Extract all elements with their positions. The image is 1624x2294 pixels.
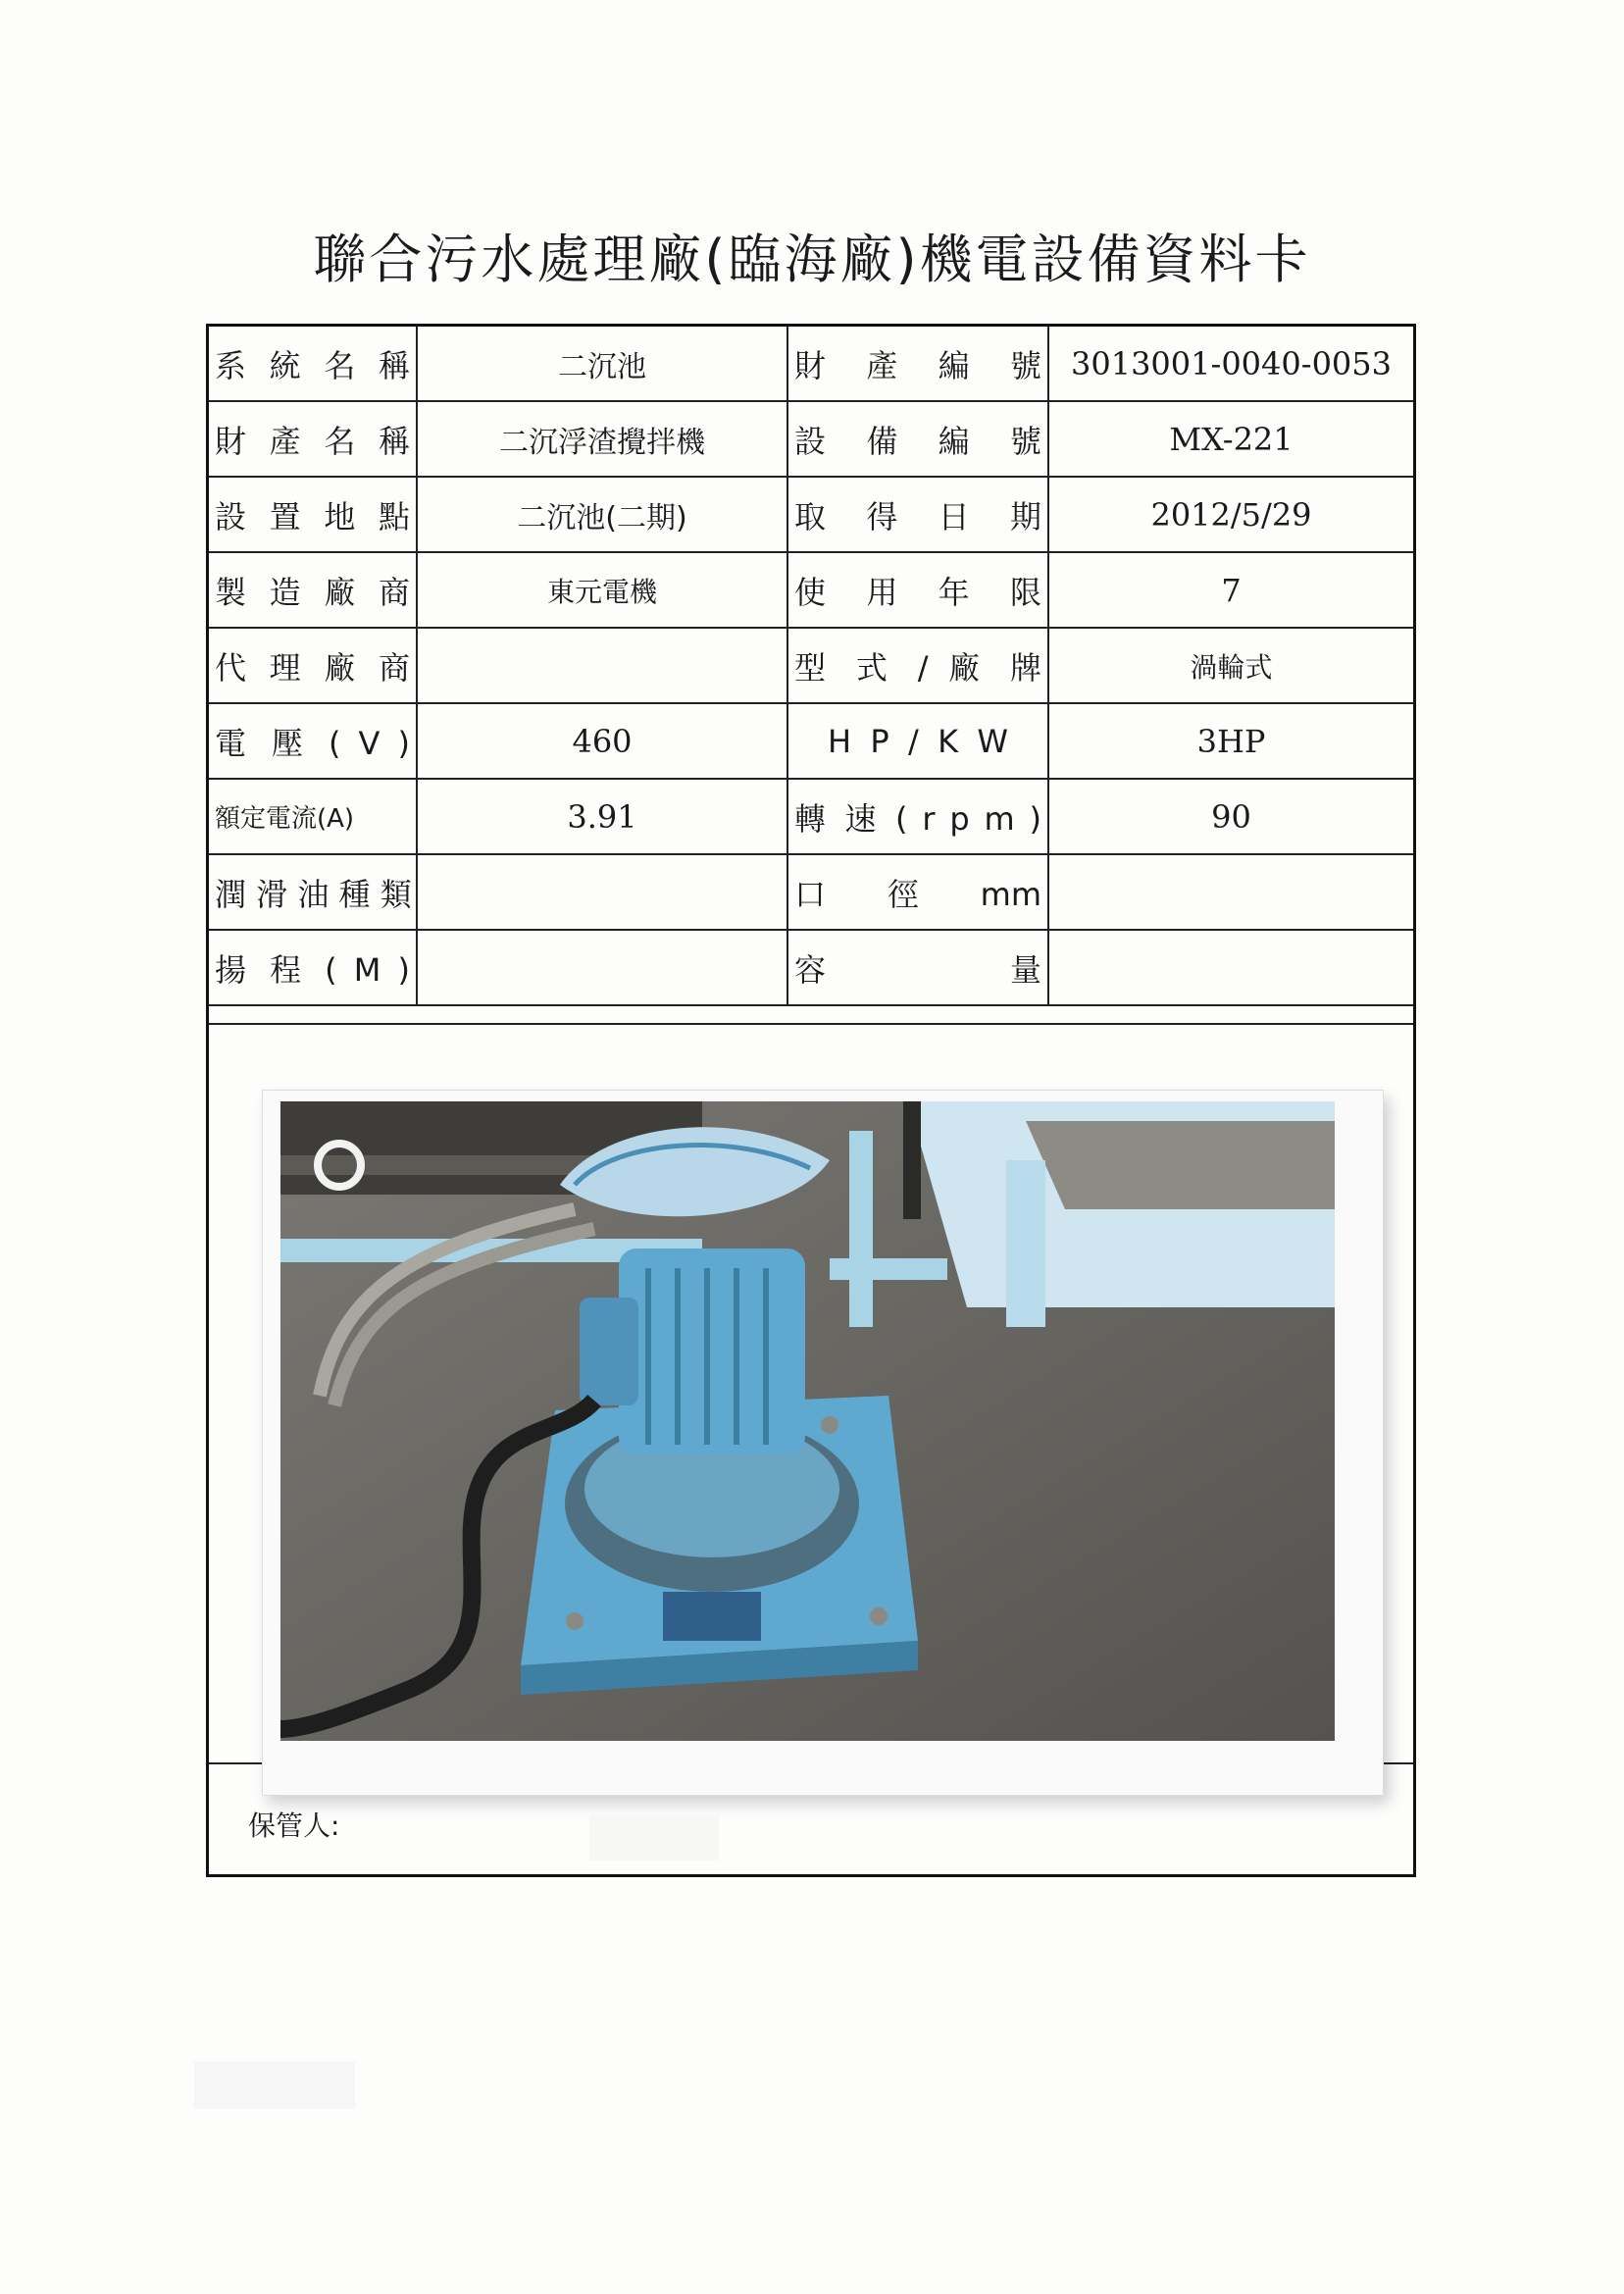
value-capacity (1048, 930, 1413, 1005)
value-acquire-date: 2012/5/29 (1048, 477, 1413, 552)
label-acquire-date: 取 得 日 期 (787, 477, 1048, 552)
value-model-brand: 渦輪式 (1048, 628, 1413, 703)
mixer-photo-illustration (280, 1101, 1335, 1741)
label-property-name: 財 產 名 稱 (209, 401, 417, 477)
label-lubricant: 潤 滑 油 種 類 (209, 854, 417, 930)
value-diameter (1048, 854, 1413, 930)
value-service-life: 7 (1048, 552, 1413, 628)
label-diameter: 口 徑 mm (787, 854, 1048, 930)
label-voltage: 電 壓 ( V ) (209, 703, 417, 779)
label-agent: 代 理 廠 商 (209, 628, 417, 703)
label-system-name: 系 統 名 稱 (209, 327, 417, 401)
label-head: 揚 程 ( M ) (209, 930, 417, 1005)
value-head (417, 930, 787, 1005)
label-rpm: 轉 速 ( r p m ) (787, 779, 1048, 854)
custodian-label: 保管人: (248, 1810, 340, 1842)
row-rated-current (209, 779, 1413, 854)
row-head (209, 930, 1413, 1005)
value-agent (417, 628, 787, 703)
value-rated-current: 3.91 (417, 779, 787, 854)
equipment-card (206, 324, 1416, 1877)
value-property-name: 二沉浮渣攪拌機 (417, 401, 787, 477)
label-model-brand: 型 式 / 廠 牌 (787, 628, 1048, 703)
row-lubricant (209, 854, 1413, 930)
label-equipment-number: 設 備 編 號 (787, 401, 1048, 477)
label-manufacturer: 製 造 廠 商 (209, 552, 417, 628)
row-system-name (209, 327, 1413, 401)
faint-mark (194, 2062, 355, 2109)
row-property-name (209, 401, 1413, 477)
value-equipment-number: MX-221 (1048, 401, 1413, 477)
label-rated-current: 額定電流(A) (209, 779, 417, 854)
row-agent (209, 628, 1413, 703)
row-location (209, 477, 1413, 552)
row-manufacturer (209, 552, 1413, 628)
equipment-info-table (209, 327, 1413, 1006)
photo-section (209, 1023, 1413, 1764)
value-rpm: 90 (1048, 779, 1413, 854)
custodian-name-redacted (589, 1815, 719, 1861)
label-location: 設 置 地 點 (209, 477, 417, 552)
label-capacity: 容 量 (787, 930, 1048, 1005)
value-location: 二沉池(二期) (417, 477, 787, 552)
row-voltage (209, 703, 1413, 779)
label-property-number: 財 產 編 號 (787, 327, 1048, 401)
label-hp-kw: H P / K W (787, 703, 1048, 779)
label-service-life: 使 用 年 限 (787, 552, 1048, 628)
value-voltage: 460 (417, 703, 787, 779)
value-manufacturer: 東元電機 (417, 552, 787, 628)
value-hp-kw: 3HP (1048, 703, 1413, 779)
page-title: 聯合污水處理廠(臨海廠)機電設備資料卡 (313, 229, 1311, 290)
value-lubricant (417, 854, 787, 930)
value-property-number: 3013001-0040-0053 (1048, 327, 1413, 401)
equipment-photo (280, 1101, 1335, 1741)
value-system-name: 二沉池 (417, 327, 787, 401)
